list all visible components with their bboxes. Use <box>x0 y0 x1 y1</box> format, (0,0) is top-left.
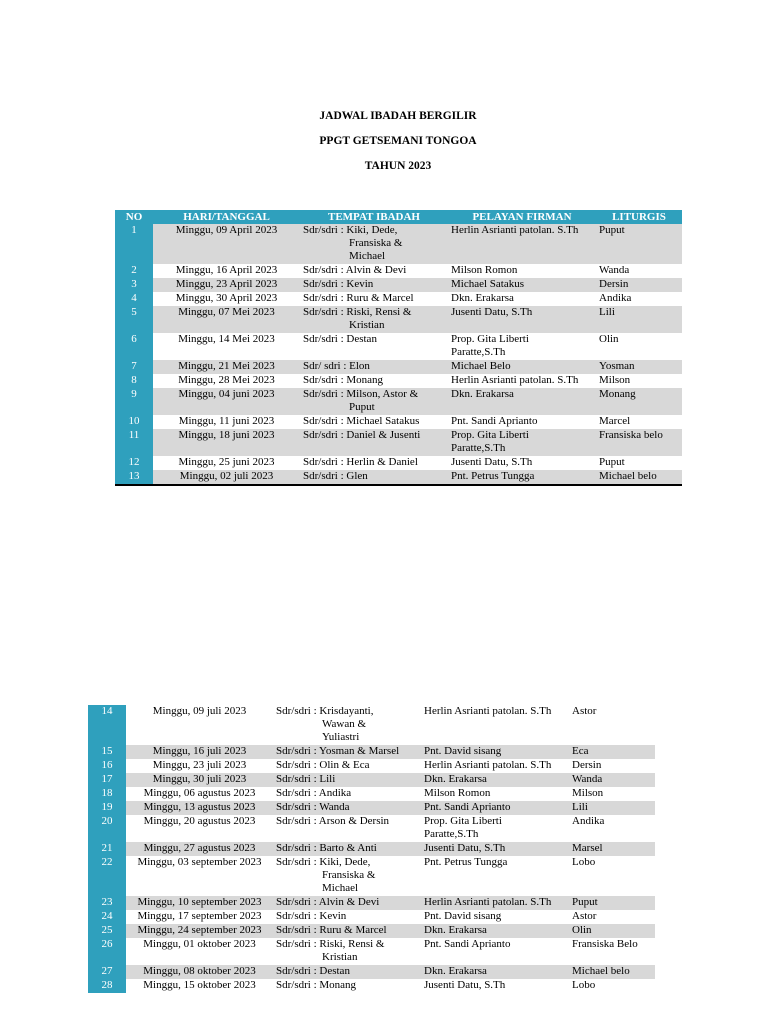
row-preacher <box>448 388 596 415</box>
row-number: 4 <box>115 292 153 306</box>
row-number: 8 <box>115 374 153 388</box>
place-line: Fransiska & <box>322 869 376 881</box>
schedule-table-part-2 <box>88 705 655 993</box>
table-row <box>115 333 682 360</box>
table-row <box>115 360 682 374</box>
row-place <box>273 759 421 773</box>
row-liturgist: Lobo <box>572 856 596 868</box>
row-preacher <box>448 278 596 292</box>
table-row <box>88 759 655 773</box>
row-liturgist: Olin <box>569 924 655 938</box>
header-preacher: PELAYAN FIRMAN <box>448 210 596 224</box>
table-row <box>88 815 655 842</box>
row-place <box>300 415 448 429</box>
table-row <box>88 965 655 979</box>
place-line: Sdr/sdri : Riski, Rensi & <box>276 938 385 950</box>
row-place <box>273 910 421 924</box>
row-number: 23 <box>88 896 126 910</box>
row-preacher <box>448 306 596 333</box>
preacher-line: Prop. Gita Liberti <box>451 429 529 441</box>
row-date: Minggu, 16 April 2023 <box>175 264 278 276</box>
title-line-2: PPGT GETSEMANI TONGOA <box>319 135 477 147</box>
preacher-line: Pnt. Petrus Tungga <box>424 856 508 868</box>
row-preacher <box>448 429 596 456</box>
row-place <box>273 787 421 801</box>
row-place <box>273 745 421 759</box>
row-date: Minggu, 14 Mei 2023 <box>178 333 275 345</box>
place-line: Sdr/sdri : Michael Satakus <box>303 415 420 427</box>
place-line: Sdr/sdri : Ruru & Marcel <box>303 292 414 304</box>
row-place <box>300 388 448 415</box>
table-row <box>115 292 682 306</box>
row-liturgist: Marsel <box>569 842 655 856</box>
row-place <box>300 292 448 306</box>
table-row <box>88 924 655 938</box>
preacher-line: Pnt. Sandi Aprianto <box>451 415 538 427</box>
row-liturgist: Marcel <box>599 415 631 427</box>
row-preacher <box>421 773 569 787</box>
row-place <box>273 801 421 815</box>
row-place <box>300 306 448 333</box>
row-date: Minggu, 08 oktober 2023 <box>126 965 273 979</box>
row-place <box>273 896 421 910</box>
preacher-line: Pnt. David sisang <box>424 745 502 757</box>
row-place <box>300 456 448 470</box>
place-line: Kristian <box>322 951 358 963</box>
row-number: 9 <box>115 388 153 415</box>
row-preacher <box>448 470 596 485</box>
place-line: Sdr/sdri : Riski, Rensi & <box>303 306 412 318</box>
table-row <box>88 910 655 924</box>
row-number: 3 <box>115 278 153 292</box>
row-liturgist: Fransiska Belo <box>572 938 638 950</box>
row-number: 20 <box>88 815 126 842</box>
title-line-3: TAHUN 2023 <box>364 160 432 172</box>
place-line: Sdr/sdri : Kevin <box>303 278 374 290</box>
table-row <box>115 374 682 388</box>
row-place <box>273 924 421 938</box>
row-number: 12 <box>115 456 153 470</box>
row-number: 14 <box>88 705 126 745</box>
row-date: Minggu, 07 Mei 2023 <box>153 306 300 333</box>
row-date: Minggu, 01 oktober 2023 <box>143 938 256 950</box>
preacher-line: Milson Romon <box>424 787 491 799</box>
document-title <box>0 108 768 183</box>
row-number: 7 <box>115 360 153 374</box>
table-row <box>88 773 655 787</box>
row-place <box>273 979 421 993</box>
row-place <box>273 815 421 842</box>
place-line: Wawan & <box>322 718 367 730</box>
row-date: Minggu, 04 juni 2023 <box>153 388 300 415</box>
row-number: 13 <box>115 470 153 485</box>
row-preacher <box>421 842 569 856</box>
row-date: Minggu, 23 April 2023 <box>153 278 300 292</box>
table-row <box>88 856 655 896</box>
table-header-row <box>115 210 682 224</box>
table-row <box>115 264 682 278</box>
table-body-part-1 <box>115 224 682 485</box>
preacher-line: Dkn. Erakarsa <box>451 388 514 400</box>
row-date: Minggu, 28 Mei 2023 <box>178 374 275 386</box>
row-number: 27 <box>88 965 126 979</box>
row-liturgist: Dersin <box>596 278 682 292</box>
table-row <box>115 306 682 333</box>
row-place <box>273 773 421 787</box>
row-preacher <box>421 979 569 993</box>
title-line-1: JADWAL IBADAH BERGILIR <box>319 110 477 122</box>
row-date: Minggu, 20 agustus 2023 <box>143 815 256 827</box>
place-line: Yuliastri <box>322 731 360 743</box>
row-number: 15 <box>88 745 126 759</box>
place-line: Michael <box>349 250 386 262</box>
row-preacher <box>448 415 596 429</box>
place-line: Puput <box>349 401 375 413</box>
row-liturgist: Puput <box>596 224 682 264</box>
preacher-line: Jusenti Datu, S.Th <box>451 306 533 318</box>
table-row <box>115 456 682 470</box>
row-place <box>300 360 448 374</box>
table-row <box>115 415 682 429</box>
place-line: Fransiska & <box>349 237 403 249</box>
place-line: Sdr/sdri : Alvin & Devi <box>303 264 407 276</box>
preacher-line: Herlin Asrianti patolan. S.Th <box>451 224 579 236</box>
row-date: Minggu, 11 juni 2023 <box>178 415 275 427</box>
preacher-line: Dkn. Erakarsa <box>424 773 487 785</box>
row-liturgist: Milson <box>599 374 631 386</box>
row-preacher <box>448 333 596 360</box>
row-preacher <box>448 456 596 470</box>
table-row <box>88 787 655 801</box>
place-line: Sdr/sdri : Andika <box>276 787 352 799</box>
schedule-table-part-1 <box>115 210 682 486</box>
place-line: Michael <box>322 882 359 894</box>
row-date: Minggu, 23 juli 2023 <box>152 759 247 771</box>
preacher-line: Jusenti Datu, S.Th <box>424 842 506 854</box>
row-date: Minggu, 10 september 2023 <box>126 896 273 910</box>
place-line: Sdr/sdri : Milson, Astor & <box>303 388 419 400</box>
place-line: Sdr/sdri : Monang <box>276 979 357 991</box>
row-liturgist: Yosman <box>596 360 682 374</box>
row-preacher <box>448 264 596 278</box>
row-preacher <box>448 374 596 388</box>
row-liturgist: Lobo <box>572 979 596 991</box>
row-number: 28 <box>88 979 126 993</box>
row-place <box>300 333 448 360</box>
table-row <box>88 801 655 815</box>
row-date: Minggu, 16 juli 2023 <box>126 745 273 759</box>
preacher-line: Herlin Asrianti patolan. S.Th <box>424 896 552 908</box>
place-line: Sdr/sdri : Glen <box>303 470 368 482</box>
row-date: Minggu, 02 juli 2023 <box>153 470 300 485</box>
table-row <box>115 388 682 415</box>
header-liturgist: LITURGIS <box>596 210 682 224</box>
preacher-line: Paratte,S.Th <box>424 828 479 840</box>
row-preacher <box>421 896 569 910</box>
preacher-line: Dkn. Erakarsa <box>451 292 514 304</box>
header-place: TEMPAT IBADAH <box>300 210 448 224</box>
row-date: Minggu, 15 oktober 2023 <box>143 979 256 991</box>
row-date: Minggu, 25 juni 2023 <box>178 456 275 468</box>
row-date: Minggu, 06 agustus 2023 <box>143 787 256 799</box>
row-liturgist: Puput <box>599 456 625 468</box>
place-line: Sdr/sdri : Lili <box>276 773 336 785</box>
row-place <box>300 374 448 388</box>
row-liturgist: Fransiska belo <box>596 429 682 456</box>
row-liturgist: Wanda <box>569 773 655 787</box>
row-number: 19 <box>88 801 126 815</box>
row-liturgist: Lili <box>569 801 655 815</box>
row-preacher <box>421 787 569 801</box>
row-date: Minggu, 30 juli 2023 <box>126 773 273 787</box>
row-number: 1 <box>115 224 153 264</box>
place-line: Sdr/sdri : Arson & Dersin <box>276 815 390 827</box>
row-liturgist: Michael belo <box>596 470 682 485</box>
row-date: Minggu, 03 september 2023 <box>137 856 262 868</box>
place-line: Sdr/sdri : Monang <box>303 374 384 386</box>
row-number: 24 <box>88 910 126 924</box>
place-line: Sdr/sdri : Alvin & Devi <box>276 896 380 908</box>
row-preacher <box>448 292 596 306</box>
row-number: 25 <box>88 924 126 938</box>
preacher-line: Prop. Gita Liberti <box>451 333 529 345</box>
row-place <box>273 842 421 856</box>
row-liturgist: Monang <box>596 388 682 415</box>
table-row <box>88 705 655 745</box>
preacher-line: Pnt. Sandi Aprianto <box>424 938 511 950</box>
row-preacher <box>421 965 569 979</box>
place-line: Sdr/sdri : Kiki, Dede, <box>303 224 398 236</box>
row-date: Minggu, 27 agustus 2023 <box>126 842 273 856</box>
row-preacher <box>421 910 569 924</box>
row-preacher <box>448 360 596 374</box>
row-place <box>273 965 421 979</box>
row-number: 16 <box>88 759 126 773</box>
row-number: 6 <box>115 333 153 360</box>
table-row <box>88 896 655 910</box>
preacher-line: Pnt. Petrus Tungga <box>451 470 535 482</box>
place-line: Sdr/sdri : Olin & Eca <box>276 759 370 771</box>
row-preacher <box>421 745 569 759</box>
row-date: Minggu, 30 April 2023 <box>175 292 278 304</box>
place-line: Kristian <box>349 319 385 331</box>
preacher-line: Herlin Asrianti patolan. S.Th <box>424 759 552 771</box>
row-place <box>300 470 448 485</box>
preacher-line: Paratte,S.Th <box>451 442 506 454</box>
row-place <box>300 224 448 264</box>
table-row <box>115 429 682 456</box>
preacher-line: Dkn. Erakarsa <box>424 924 487 936</box>
place-line: Sdr/sdri : Wanda <box>276 801 350 813</box>
row-number: 22 <box>88 856 126 896</box>
row-liturgist: Puput <box>569 896 655 910</box>
row-date: Minggu, 17 september 2023 <box>137 910 262 922</box>
place-line: Sdr/ sdri : Elon <box>303 360 370 372</box>
place-line: Sdr/sdri : Krisdayanti, <box>276 705 374 717</box>
row-number: 18 <box>88 787 126 801</box>
preacher-line: Pnt. David sisang <box>424 910 502 922</box>
place-line: Sdr/sdri : Barto & Anti <box>276 842 377 854</box>
table-row <box>88 938 655 965</box>
place-line: Sdr/sdri : Kiki, Dede, <box>276 856 371 868</box>
place-line: Sdr/sdri : Yosman & Marsel <box>276 745 400 757</box>
row-liturgist: Astor <box>572 910 597 922</box>
table-row <box>115 224 682 264</box>
row-place <box>300 278 448 292</box>
table-row <box>88 979 655 993</box>
row-liturgist: Dersin <box>572 759 602 771</box>
place-line: Sdr/sdri : Ruru & Marcel <box>276 924 387 936</box>
table-row <box>88 842 655 856</box>
row-preacher <box>421 801 569 815</box>
place-line: Sdr/sdri : Daniel & Jusenti <box>303 429 421 441</box>
place-line: Sdr/sdri : Destan <box>303 333 377 345</box>
preacher-line: Jusenti Datu, S.Th <box>451 456 533 468</box>
row-preacher <box>448 224 596 264</box>
row-number: 26 <box>88 938 126 965</box>
table-row <box>115 470 682 485</box>
preacher-line: Paratte,S.Th <box>451 346 506 358</box>
row-preacher <box>421 705 569 745</box>
header-no: NO <box>115 210 153 224</box>
row-liturgist: Michael belo <box>569 965 655 979</box>
row-place <box>273 705 421 745</box>
row-number: 10 <box>115 415 153 429</box>
row-place <box>273 856 421 896</box>
table-row <box>115 278 682 292</box>
row-date: Minggu, 24 september 2023 <box>126 924 273 938</box>
row-liturgist: Milson <box>572 787 604 799</box>
row-preacher <box>421 856 569 896</box>
row-place <box>273 938 421 965</box>
row-liturgist: Wanda <box>599 264 630 276</box>
header-date: HARI/TANGGAL <box>153 210 300 224</box>
preacher-line: Herlin Asrianti patolan. S.Th <box>451 374 579 386</box>
row-number: 2 <box>115 264 153 278</box>
row-number: 11 <box>115 429 153 456</box>
preacher-line: Prop. Gita Liberti <box>424 815 502 827</box>
preacher-line: Michael Satakus <box>451 278 525 290</box>
row-date: Minggu, 09 April 2023 <box>153 224 300 264</box>
row-liturgist: Eca <box>569 745 655 759</box>
row-preacher <box>421 759 569 773</box>
row-date: Minggu, 09 juli 2023 <box>152 705 247 717</box>
row-date: Minggu, 13 agustus 2023 <box>126 801 273 815</box>
row-liturgist: Astor <box>572 705 597 717</box>
preacher-line: Pnt. Sandi Aprianto <box>424 801 511 813</box>
table-row <box>88 745 655 759</box>
place-line: Sdr/sdri : Herlin & Daniel <box>303 456 418 468</box>
row-place <box>300 429 448 456</box>
row-date: Minggu, 21 Mei 2023 <box>153 360 300 374</box>
place-line: Sdr/sdri : Kevin <box>276 910 347 922</box>
row-date: Minggu, 18 juni 2023 <box>153 429 300 456</box>
row-number: 21 <box>88 842 126 856</box>
row-preacher <box>421 815 569 842</box>
preacher-line: Milson Romon <box>451 264 518 276</box>
row-number: 17 <box>88 773 126 787</box>
preacher-line: Michael Belo <box>451 360 511 372</box>
place-line: Sdr/sdri : Destan <box>276 965 350 977</box>
row-liturgist: Olin <box>599 333 619 345</box>
row-liturgist: Lili <box>596 306 682 333</box>
row-preacher <box>421 938 569 965</box>
preacher-line: Jusenti Datu, S.Th <box>424 979 506 991</box>
row-liturgist: Andika <box>599 292 632 304</box>
row-preacher <box>421 924 569 938</box>
row-number: 5 <box>115 306 153 333</box>
row-place <box>300 264 448 278</box>
table-body-part-2 <box>88 705 655 993</box>
preacher-line: Dkn. Erakarsa <box>424 965 487 977</box>
preacher-line: Herlin Asrianti patolan. S.Th <box>424 705 552 717</box>
row-liturgist: Andika <box>572 815 605 827</box>
